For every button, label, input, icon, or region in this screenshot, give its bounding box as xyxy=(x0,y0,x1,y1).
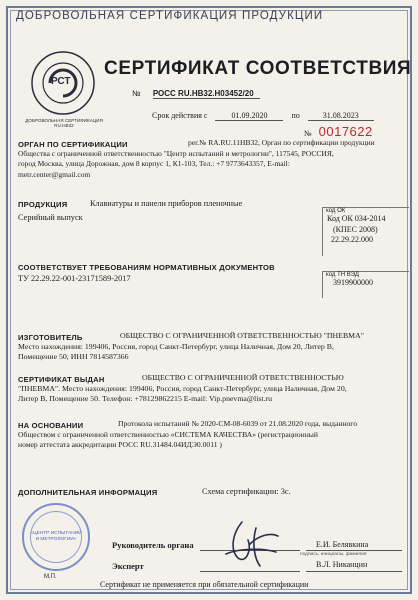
organization-stamp xyxy=(22,503,90,571)
head-signature xyxy=(212,514,286,570)
number-sign: № xyxy=(132,89,141,98)
serial-value: 0017622 xyxy=(318,124,373,139)
product-series: Серийный выпуск xyxy=(18,213,83,222)
extra-label: ДОПОЛНИТЕЛЬНАЯ ИНФОРМАЦИЯ xyxy=(18,488,158,497)
head-name: Е.И. Белявкина xyxy=(316,540,369,549)
signature-icon xyxy=(212,514,286,570)
expert-label: Эксперт xyxy=(112,561,144,571)
validity-to-label: по xyxy=(291,111,300,120)
issued-to-text xyxy=(18,373,404,405)
basis-text xyxy=(18,419,404,451)
number-value: РОСС RU.HB32.H03452/20 xyxy=(153,89,260,99)
stamp-text: «ЦЕНТР ИСПЫТАНИЙ И МЕТРОЛОГИИ» xyxy=(30,531,82,542)
cert-body-line-4: metr.center@gmail.com xyxy=(18,169,91,179)
issued-to-line-1: ОБЩЕСТВО С ОГРАНИЧЕННОЙ ОТВЕТСТВЕННОСТЬЮ xyxy=(142,373,344,382)
manufacturer-text xyxy=(18,331,404,363)
cert-body-line-1: рег.№ RA.RU.11HB32, Орган по сертификации продукции xyxy=(188,138,375,147)
footer-note: Сертификат не применяется при обязательной сертификации xyxy=(100,580,309,589)
product-label: ПРОДУКЦИЯ xyxy=(18,200,68,209)
cert-body-line-3: город Москва, улица Дорожная, дом 8 корпус 1, К1-103, Тел.: +7 9773643357, E-mail: xyxy=(18,159,290,169)
code-ok-line-2: (КПЕС 2008) xyxy=(333,224,378,234)
requirements-label: СООТВЕТСТВУЕТ ТРЕБОВАНИЯМ НОРМАТИВНЫХ ДОКУМЕНТОВ xyxy=(18,263,275,272)
certificate-number xyxy=(132,89,260,98)
expert-name: В.Л. Никанцин xyxy=(316,560,368,569)
requirements-doc: ТУ 22.29.22-001-23171589-2017 xyxy=(18,274,131,283)
issued-to-line-2: "ПНЕВМА". Место нахождения: 199406, Россия, город Санкт-Петербург, улица Наличная, Дом 20, xyxy=(18,383,347,393)
expert-signature-line xyxy=(200,571,300,572)
basis-line-3: номер аттестата аккредитации РОСС RU.31484.04ИДЭ0.0011 ) xyxy=(18,440,222,449)
code-ok-line-3: 22.29.22.000 xyxy=(331,235,373,244)
validity-to-date: 31.08.2023 xyxy=(308,111,374,121)
basis-label: НА ОСНОВАНИИ xyxy=(18,421,84,430)
logo-ring-text: ДОБРОВОЛЬНАЯ СЕРТИФИКАЦИЯ RU.HB32 xyxy=(25,118,103,128)
header-title: ДОБРОВОЛЬНАЯ СЕРТИФИКАЦИЯ ПРОДУКЦИИ xyxy=(16,10,324,22)
manufacturer-line-3: Помещение 50, ИНН 7814587366 xyxy=(18,352,129,361)
code-ok-label: код ОК xyxy=(326,208,346,214)
cert-body-text xyxy=(18,138,404,180)
logo-mark-text: РСТ xyxy=(51,76,71,87)
issued-to-label: СЕРТИФИКАТ ВЫДАН xyxy=(18,375,105,384)
manufacturer-label: ИЗГОТОВИТЕЛЬ xyxy=(18,333,83,342)
basis-line-1: Протокола испытаний № 2020-СМ-08-6039 от 21.08.2020 года, выданного xyxy=(118,419,358,428)
certificate-title: СЕРТИФИКАТ СООТВЕТСТВИЯ xyxy=(104,58,412,79)
validity-from-date: 01.09.2020 xyxy=(215,111,283,121)
head-caption: подпись, инициалы, фамилия xyxy=(300,552,367,557)
issued-to-line-3: Литер В, Помещение 50. Телефон: +78129862215 E-mail: Vip.pnevma@list.ru xyxy=(18,394,273,403)
head-name-line xyxy=(306,550,402,551)
expert-name-line xyxy=(306,571,402,572)
cert-body-line-2: Общества с ограниченной ответственностью "Центр испытаний и метрологии", 117545, РОССИЯ, xyxy=(18,148,334,158)
code-ok-line-1: Код ОК 034-2014 xyxy=(327,214,386,223)
validity-from-label: Срок действия с xyxy=(152,111,208,120)
certification-scheme: Схема сертификации: 3с. xyxy=(202,487,291,496)
manufacturer-line-2: Место нахождения: 199406, Россия, город Санкт-Петербург, улица Наличная, Дом 20, Литер В, xyxy=(18,341,334,351)
serial-sign: № xyxy=(304,129,312,138)
head-label: Руководитель органа xyxy=(112,540,194,550)
certification-logo xyxy=(25,50,103,128)
code-tnved-label: код ТН ВЭД xyxy=(326,272,359,278)
code-tnved-value: 3919900000 xyxy=(333,278,373,287)
code-ok-box xyxy=(322,207,409,256)
basis-line-2: Обществом с ограниченной ответственностью «СИСТЕМА КАЧЕСТВА» (регистрационный xyxy=(18,429,318,439)
code-tnved-box xyxy=(322,271,409,298)
validity-period xyxy=(152,111,374,121)
stamp-mp: М.П. xyxy=(44,574,57,580)
cert-body-label: ОРГАН ПО СЕРТИФИКАЦИИ xyxy=(18,140,128,149)
manufacturer-line-1: ОБЩЕСТВО С ОГРАНИЧЕННОЙ ОТВЕТСТВЕННОСТЬЮ "ПНЕВМА" xyxy=(120,331,364,340)
product-name: Клавиатуры и панели приборов пленочные xyxy=(90,199,243,208)
